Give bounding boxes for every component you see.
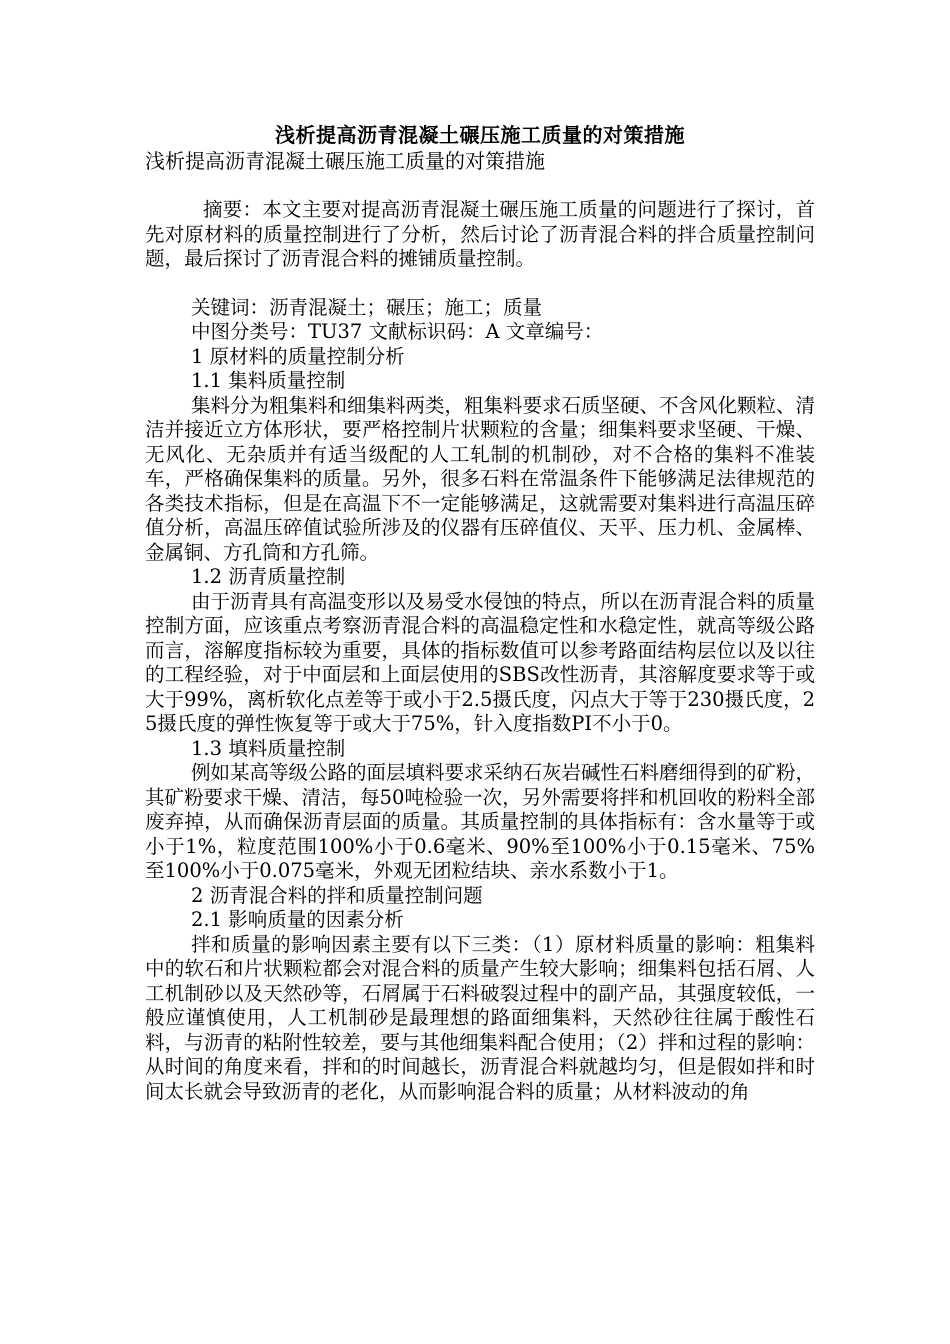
paragraph-2-1: 拌和质量的影响因素主要有以下三类：（1）原材料质量的影响：粗集料中的软石和片状颗粒都会对混合料的质量产生较大影响；细集料包括石屑、人工机制砂以及天然砂等，石屑属于石料破裂过程中的副产品，其强度较低，一般应谨慎使用，人工机制砂是最理想的路面细集料，天然砂往往属于酸性石料，与沥青的粘附性较差，要与其他细集料配合使用；（2）拌和过程的影响：从时间的角度来看，拌和的时间越长，沥青混合料就越均匀，但是假如拌和时间太长就会导致沥青的老化，从而影响混合料的质量；从材料波动的角 bbox=[145, 932, 815, 1103]
paragraph-1-1: 集料分为粗集料和细集料两类，粗集料要求石质坚硬、不含风化颗粒、清洁并接近立方体形状，要严格控制片状颗粒的含量；细集料要求坚硬、干燥、无风化、无杂质并有适当级配的人工轧制的机制砂，对不合格的集料不准装车，严格确保集料的质量。另外，很多石料在常温条件下能够满足法律规范的各类技术指标，但是在高温下不一定能够满足，这就需要对集料进行高温压碎值分析，高温压碎值试验所涉及的仪器有压碎值仪、天平、压力机、金属棒、金属铜、方孔筒和方孔筛。 bbox=[145, 393, 816, 564]
keywords-line: 关键词：沥青混凝土；碾压；施工；质量 bbox=[191, 295, 543, 319]
abstract-paragraph: 摘要：本文主要对提高沥青混凝土碾压施工质量的问题进行了探讨，首先对原材料的质量控制进行了分析，然后讨论了沥青混合料的拌合质量控制问题，最后探讨了沥青混合料的摊铺质量控制。 bbox=[145, 198, 815, 270]
subsection-heading-1-2: 1.2 沥青质量控制 bbox=[191, 565, 346, 588]
subsection-heading-1-1: 1.1 集料质量控制 bbox=[191, 369, 346, 392]
document-title: 浅析提高沥青混凝土碾压施工质量的对策措施 bbox=[275, 123, 685, 147]
section-heading-2: 2 沥青混合料的拌和质量控制问题 bbox=[191, 883, 483, 907]
subsection-heading-2-1: 2.1 影响质量的因素分析 bbox=[191, 908, 404, 931]
section-heading-1: 1 原材料的质量控制分析 bbox=[191, 344, 405, 368]
paragraph-1-3: 例如某高等级公路的面层填料要求采纳石灰岩碱性石料磨细得到的矿粉，其矿粉要求干燥、清洁，每50吨检验一次，另外需要将拌和机回收的粉料全部废弃掉，从而确保沥青层面的质量。其质量控制的具体指标有：含水量等于或小于1%，粒度范围100%小于0.6毫米、90%至100%小于0.15毫米、75%至100%小于0.075毫米，外观无团粒结块、亲水系数小于1。 bbox=[145, 761, 816, 882]
paragraph-1-2: 由于沥青具有高温变形以及易受水侵蚀的特点，所以在沥青混合料的质量控制方面，应该重点考察沥青混合料的高温稳定性和水稳定性，就高等级公路而言，溶解度指标较为重要，具体的指标数值可以参考路面结构层位以及以往的工程经验，对于中面层和上面层使用的SBS改性沥青，其溶解度要求等于或大于99%，离析软化点差等于或小于2.5摄氏度，闪点大于等于230摄氏度，25摄氏度的弹性恢复等于或大于75%，针入度指数PI不小于0。 bbox=[145, 589, 816, 735]
document-subtitle: 浅析提高沥青混凝土碾压施工质量的对策措施 bbox=[145, 149, 545, 173]
document-page bbox=[145, 122, 815, 1104]
subsection-heading-1-3: 1.3 填料质量控制 bbox=[191, 736, 346, 760]
classification-line: 中图分类号：TU37 文献标识码：A 文章编号： bbox=[191, 320, 604, 343]
